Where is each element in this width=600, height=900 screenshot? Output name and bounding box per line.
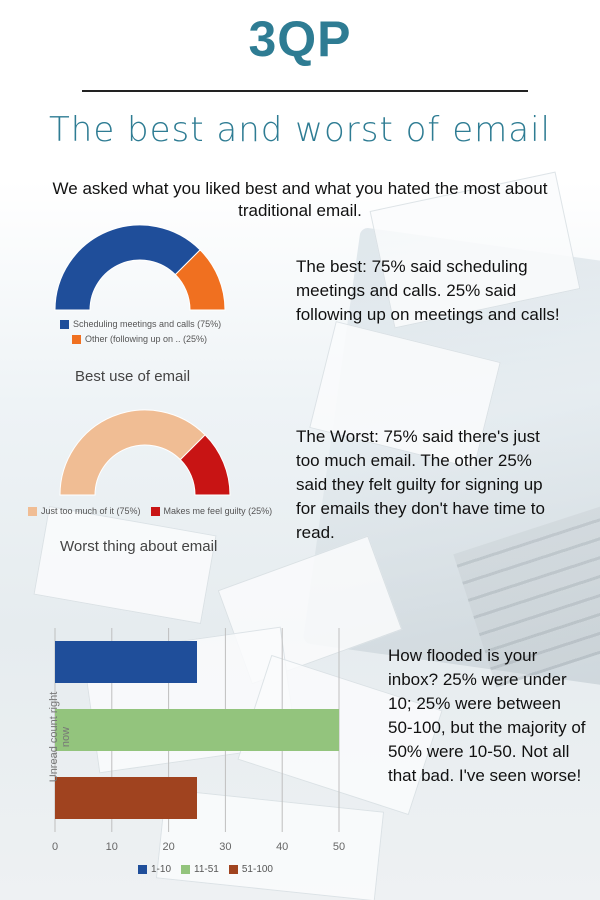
legend-item (229, 864, 273, 875)
legend-label: Just too much of it (75%) (41, 506, 141, 516)
x-tick-label: 40 (276, 841, 289, 853)
legend-swatch (138, 865, 147, 874)
legend-swatch (28, 507, 37, 516)
legend-label: 11-51 (194, 864, 219, 875)
chart-title: Worst thing about email (60, 538, 218, 555)
chart-title: Best use of email (75, 368, 191, 385)
chart-legend (138, 864, 273, 875)
legend-swatch (72, 335, 81, 344)
legend-label: Makes me feel guilty (25%) (163, 506, 273, 516)
x-tick-label: 10 (105, 841, 118, 853)
chart-legend (60, 319, 221, 329)
legend-swatch (60, 320, 69, 329)
donut-slice (55, 225, 200, 310)
bar-1-10 (55, 641, 197, 683)
x-tick-label: 50 (332, 841, 346, 853)
header-divider (82, 90, 528, 92)
worst-thing-donut-chart (55, 405, 235, 505)
best-note: The best: 75% said scheduling meetings and calls. 25% said following up on meetings and calls! (296, 257, 560, 324)
page-title: The best and worst of email (49, 110, 551, 150)
donut-slice (60, 410, 205, 495)
intro-text: We asked what you liked best and what you hated the most about traditional email. (52, 179, 548, 220)
bar-11-51 (55, 709, 339, 751)
legend-swatch (181, 865, 190, 874)
legend-label: 51-100 (241, 864, 273, 875)
legend-swatch (151, 507, 160, 516)
best-use-donut-chart (50, 220, 230, 320)
bar-51-100 (55, 777, 197, 819)
legend-swatch (229, 865, 238, 874)
legend-item (138, 864, 171, 875)
chart-legend (72, 334, 207, 344)
inbox-note: How flooded is your inbox? 25% were under 10; 25% were between 50-100, but the majority of 50% were 10-50. Not all that bad. I've seen worse! (388, 646, 586, 785)
legend-item (181, 864, 219, 875)
legend-label: Scheduling meetings and calls (75%) (73, 319, 222, 329)
x-tick-label: 30 (219, 841, 232, 853)
chart-legend (28, 506, 272, 516)
x-tick-label: 0 (51, 841, 59, 853)
legend-label: 1-10 (151, 864, 172, 875)
brand-logo: 3QP (248, 11, 352, 67)
y-axis-title: Unread count right now (48, 691, 72, 783)
x-tick-label: 20 (162, 841, 175, 853)
legend-label: Other (following up on .. (25%) (85, 334, 208, 344)
worst-note: The Worst: 75% said there's just too much email. The other 25% said they felt guilty for signing up for emails they don't have time to read. (296, 427, 545, 542)
